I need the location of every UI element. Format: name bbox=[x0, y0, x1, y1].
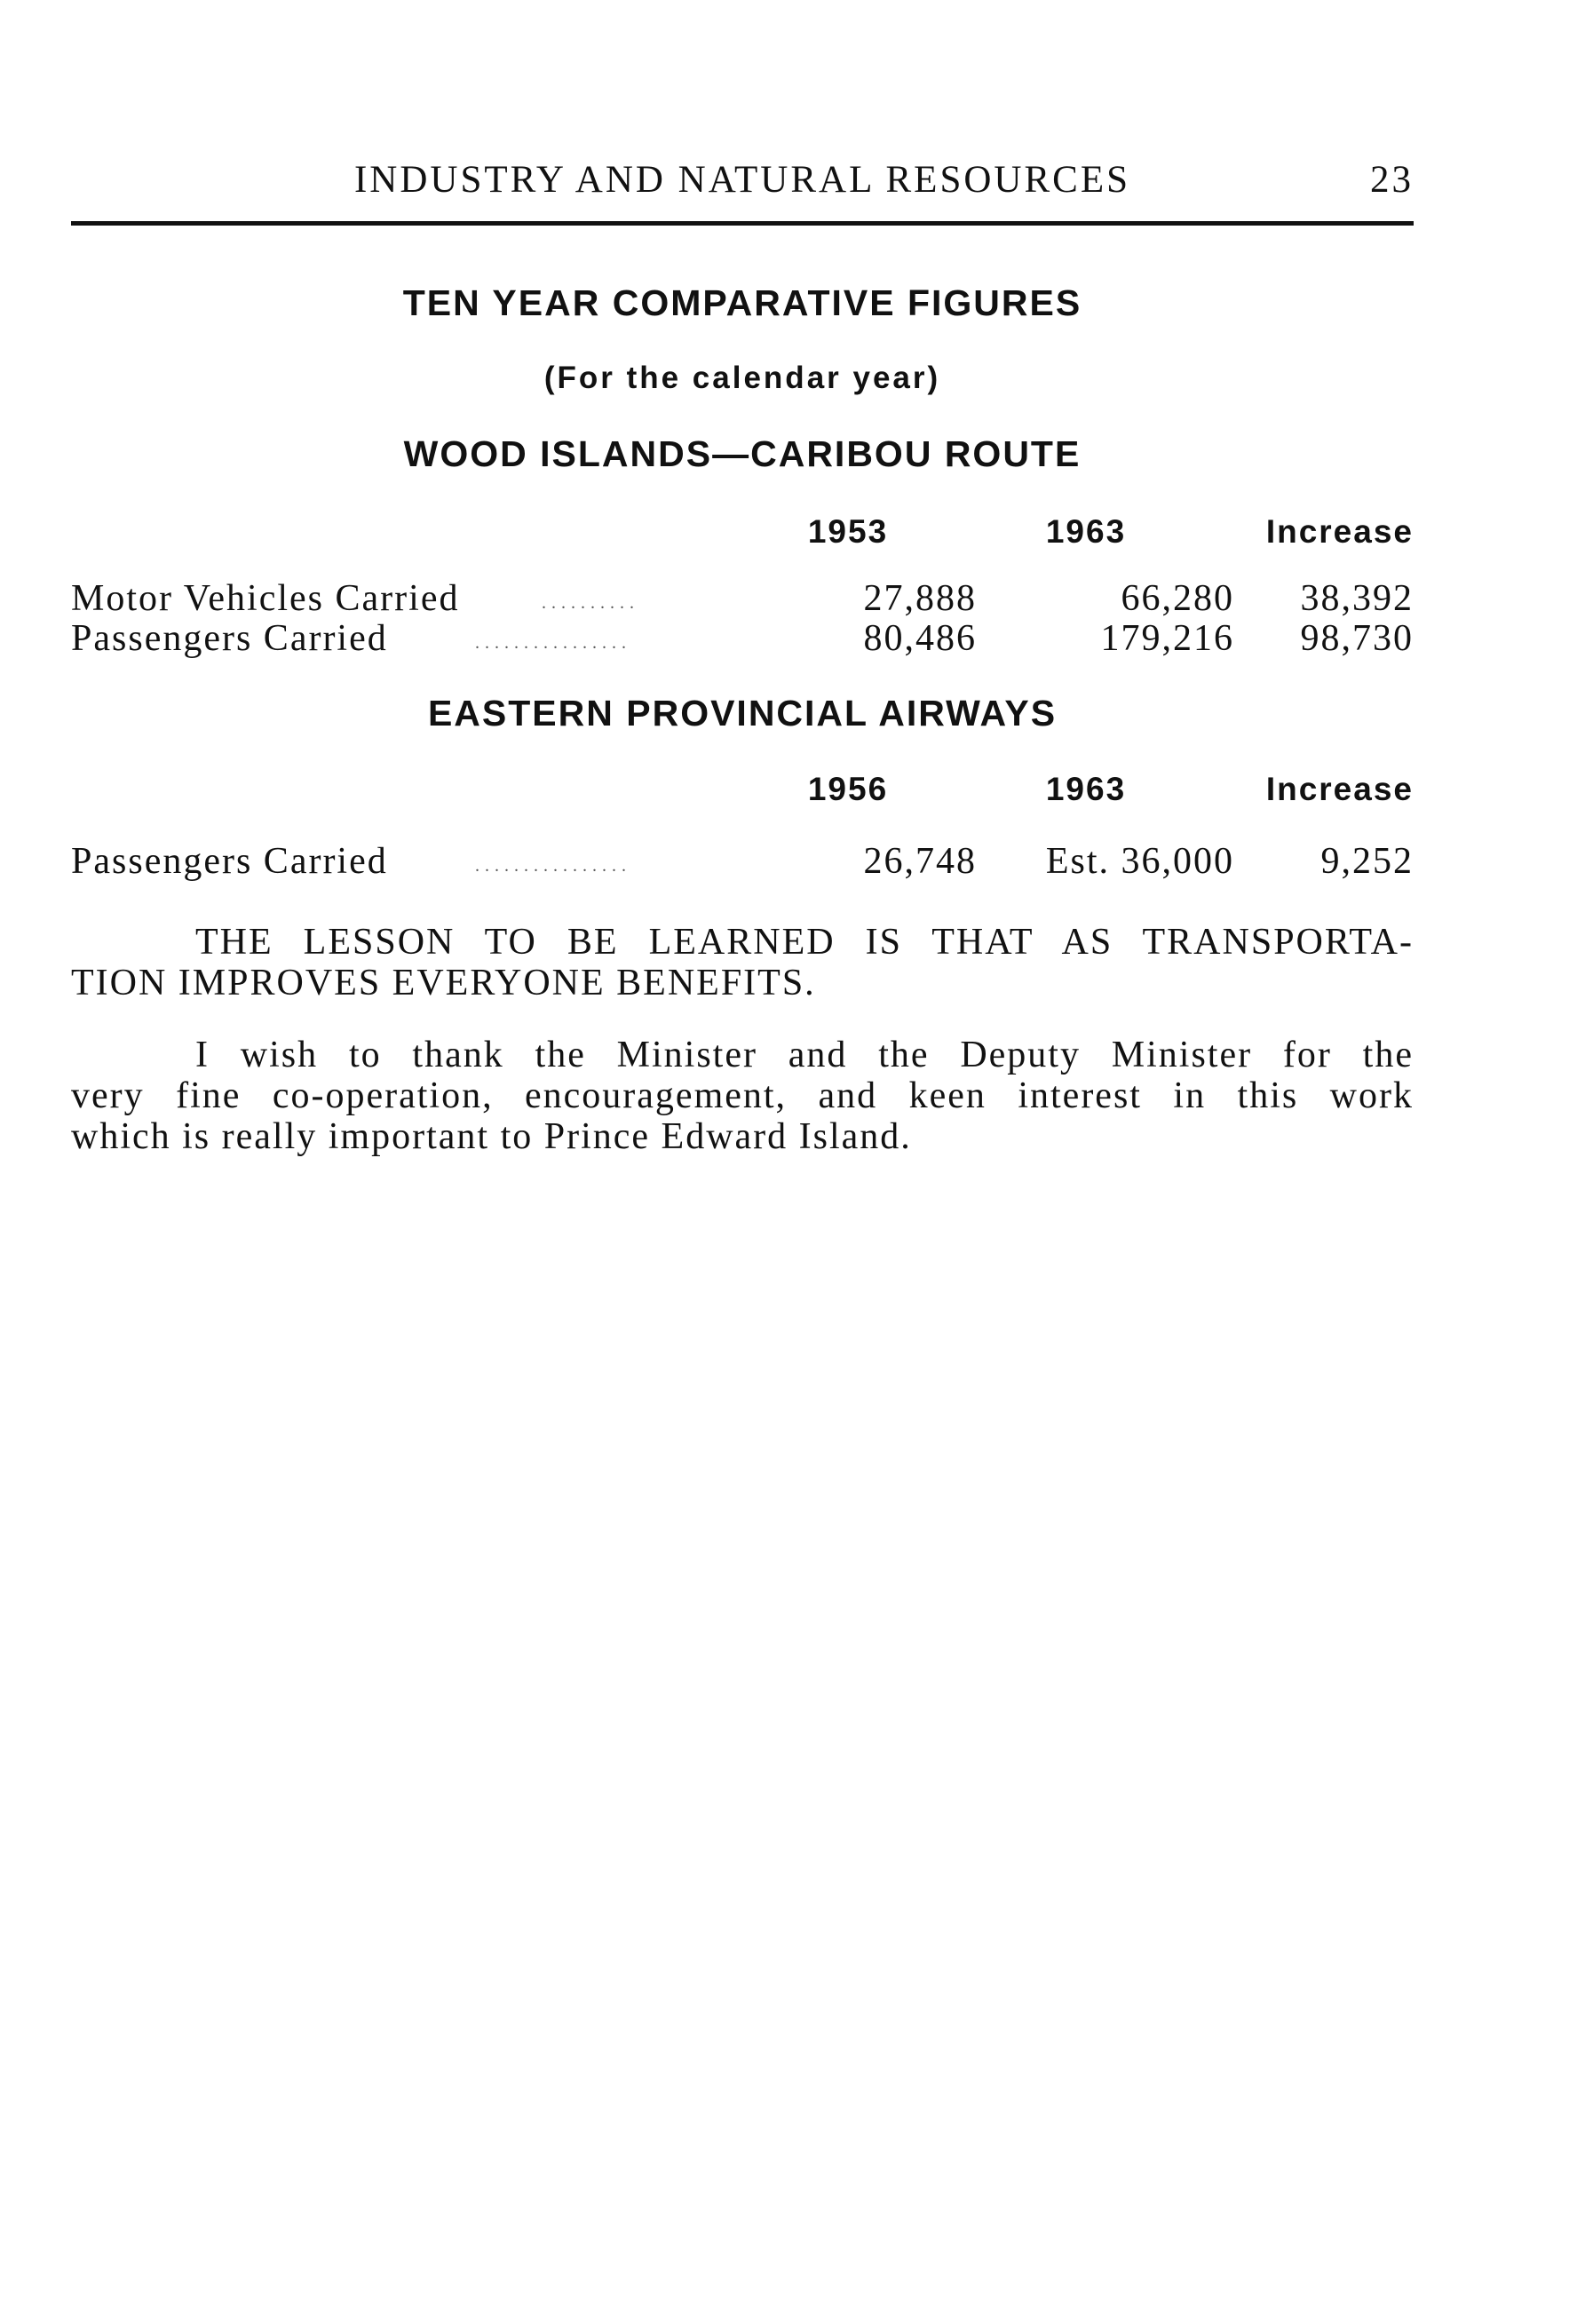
running-header bbox=[71, 158, 1414, 202]
paragraph-line: very fine co-operation, encouragement, and keen interest in this work bbox=[71, 1075, 1414, 1116]
paragraph-line: THE LESSON TO BE LEARNED IS THAT AS TRANSPORTA- bbox=[195, 922, 1414, 963]
column-header-1956: 1956 bbox=[807, 771, 889, 807]
running-title: INDUSTRY AND NATURAL RESOURCES bbox=[353, 159, 1131, 201]
value-increase: 38,392 bbox=[1300, 578, 1414, 619]
lesson-paragraph bbox=[71, 922, 1414, 1003]
value-increase: 98,730 bbox=[1300, 618, 1414, 659]
row-label: Passengers Carried bbox=[71, 618, 388, 659]
page-title: TEN YEAR COMPARATIVE FIGURES bbox=[402, 282, 1082, 323]
column-header-increase: Increase bbox=[1265, 771, 1414, 807]
value-1963: 66,280 bbox=[1121, 578, 1234, 619]
value-1956: 26,748 bbox=[863, 841, 977, 882]
column-header-1963: 1963 bbox=[1045, 771, 1127, 807]
wood-islands-heading: WOOD ISLANDS—CARIBOU ROUTE bbox=[403, 433, 1082, 474]
table-row bbox=[71, 840, 1414, 883]
airways-heading: EASTERN PROVINCIAL AIRWAYS bbox=[427, 693, 1058, 734]
leader-dots: ................ bbox=[475, 856, 631, 876]
value-1953: 27,888 bbox=[863, 578, 977, 619]
leader-dots: ................ bbox=[475, 633, 631, 653]
page-subtitle: (For the calendar year) bbox=[543, 361, 941, 395]
header-rule bbox=[71, 221, 1414, 226]
paragraph-line: which is really important to Prince Edward Island. bbox=[71, 1116, 912, 1157]
table-row bbox=[71, 577, 1414, 620]
column-header-increase: Increase bbox=[1265, 513, 1414, 550]
row-label: Motor Vehicles Carried bbox=[71, 578, 460, 619]
value-1953: 80,486 bbox=[863, 618, 977, 659]
table-row bbox=[71, 617, 1414, 660]
thanks-paragraph bbox=[71, 1035, 1414, 1157]
paragraph-line: TION IMPROVES EVERYONE BENEFITS. bbox=[71, 963, 816, 1003]
leader-dots: .......... bbox=[542, 593, 639, 613]
paragraph-line: I wish to thank the Minister and the Deputy Minister for the bbox=[195, 1035, 1414, 1075]
column-header-1953: 1953 bbox=[807, 513, 889, 550]
row-label: Passengers Carried bbox=[71, 841, 388, 882]
column-header-1963: 1963 bbox=[1045, 513, 1127, 550]
page-number: 23 bbox=[1370, 159, 1414, 201]
value-1963: Est. 36,000 bbox=[1045, 841, 1234, 882]
value-increase: 9,252 bbox=[1320, 841, 1414, 882]
value-1963: 179,216 bbox=[1100, 618, 1234, 659]
